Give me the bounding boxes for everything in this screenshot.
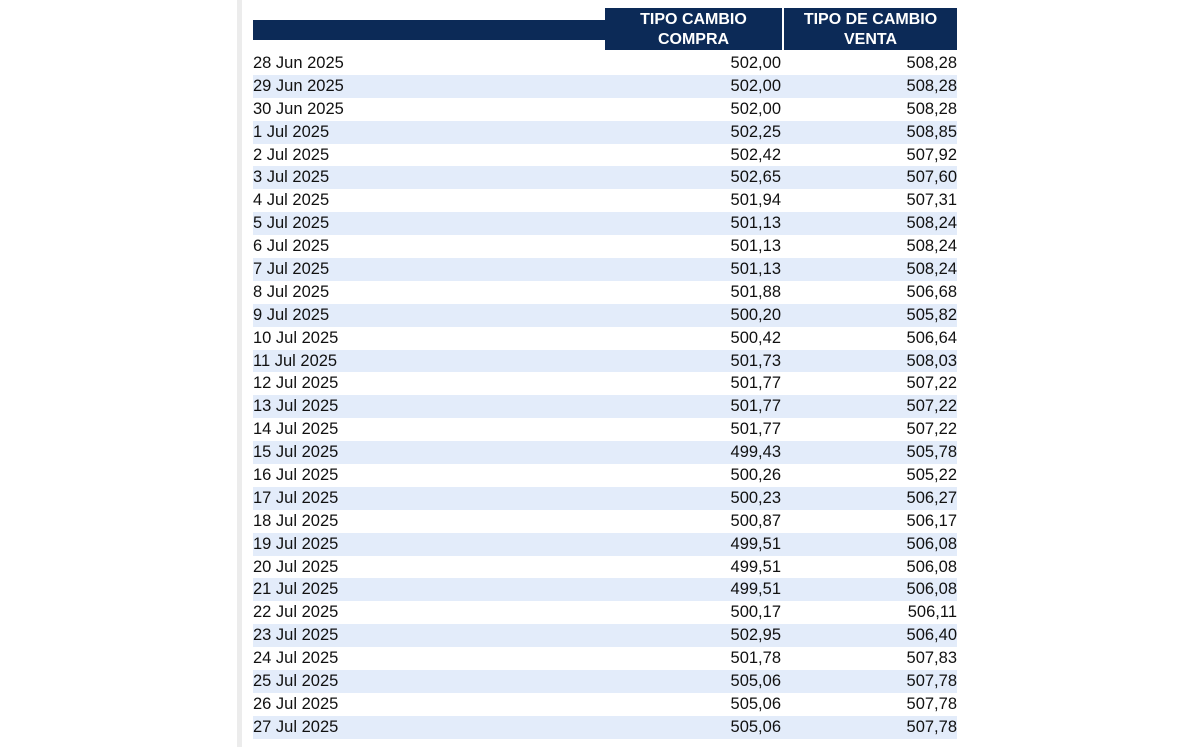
row-date: 27 Jul 2025 [253, 717, 339, 736]
table-row [253, 670, 957, 693]
row-venta-value: 506,08 [906, 534, 957, 553]
row-compra-value: 500,23 [730, 488, 781, 507]
row-compra-value: 499,51 [730, 557, 781, 576]
row-date: 13 Jul 2025 [253, 397, 339, 416]
table-row [253, 418, 957, 441]
row-compra-value: 505,06 [730, 694, 781, 713]
row-date: 29 Jun 2025 [253, 76, 344, 95]
row-venta-value: 507,83 [906, 649, 957, 668]
row-date: 3 Jul 2025 [253, 168, 330, 187]
row-compra-value: 499,51 [730, 580, 781, 599]
row-date: 22 Jul 2025 [253, 603, 339, 622]
row-venta-value: 508,85 [906, 122, 957, 141]
row-compra-value: 502,65 [730, 168, 781, 187]
table-row [253, 98, 957, 121]
row-date: 20 Jul 2025 [253, 557, 339, 576]
table-row [253, 235, 957, 258]
row-compra-value: 502,00 [730, 76, 781, 95]
column-header-venta [784, 8, 957, 50]
row-date: 24 Jul 2025 [253, 649, 339, 668]
table-row [253, 75, 957, 98]
row-venta-value: 507,92 [906, 145, 957, 164]
row-compra-value: 502,00 [730, 54, 781, 72]
header-bar-date [253, 20, 605, 40]
row-date: 15 Jul 2025 [253, 443, 339, 462]
row-venta-value: 507,31 [906, 191, 957, 210]
table-row [253, 647, 957, 670]
row-venta-value: 507,22 [906, 374, 957, 393]
row-venta-value: 508,24 [906, 214, 957, 233]
row-venta-value: 505,22 [906, 466, 957, 485]
table-row [253, 372, 957, 395]
row-compra-value: 501,94 [730, 191, 781, 210]
row-date: 30 Jun 2025 [253, 99, 344, 118]
row-venta-value: 507,22 [906, 420, 957, 439]
row-compra-value: 505,06 [730, 717, 781, 736]
table-row [253, 395, 957, 418]
row-date: 17 Jul 2025 [253, 488, 339, 507]
row-venta-value: 508,28 [906, 99, 957, 118]
row-venta-value: 507,60 [906, 168, 957, 187]
table-row [253, 258, 957, 281]
row-date: 11 Jul 2025 [253, 351, 338, 370]
table-row [253, 487, 957, 510]
row-venta-value: 506,08 [906, 557, 957, 576]
row-date: 16 Jul 2025 [253, 466, 339, 485]
table-row [253, 281, 957, 304]
row-date: 7 Jul 2025 [253, 260, 330, 279]
row-compra-value: 502,42 [730, 145, 781, 164]
row-venta-value: 505,78 [906, 443, 957, 462]
row-compra-value: 500,87 [730, 511, 781, 530]
row-date: 4 Jul 2025 [253, 191, 330, 210]
row-venta-value: 506,11 [907, 603, 957, 622]
row-date: 1 Jul 2025 [253, 122, 330, 141]
row-date: 26 Jul 2025 [253, 694, 339, 713]
table-row [253, 624, 957, 647]
row-date: 28 Jun 2025 [253, 54, 344, 72]
row-venta-value: 506,27 [906, 488, 957, 507]
row-compra-value: 501,88 [730, 282, 781, 301]
column-header-compra-line1: TIPO CAMBIO [640, 11, 747, 28]
row-compra-value: 502,25 [730, 122, 781, 141]
row-compra-value: 502,95 [730, 626, 781, 645]
table-row [253, 510, 957, 533]
table-row [253, 556, 957, 579]
row-venta-value: 508,03 [906, 351, 957, 370]
row-compra-value: 501,13 [730, 237, 781, 256]
row-compra-value: 502,00 [730, 99, 781, 118]
row-compra-value: 500,20 [730, 305, 781, 324]
row-venta-value: 507,22 [906, 397, 957, 416]
row-compra-value: 501,77 [730, 420, 781, 439]
table-row [253, 52, 957, 75]
table-row [253, 166, 957, 189]
row-venta-value: 508,28 [906, 76, 957, 95]
table-row [253, 578, 957, 601]
row-date: 12 Jul 2025 [253, 374, 339, 393]
row-venta-value: 508,24 [906, 260, 957, 279]
row-compra-value: 501,73 [730, 351, 781, 370]
column-header-venta-line1: TIPO DE CAMBIO [803, 11, 938, 28]
row-venta-value: 508,28 [906, 54, 957, 72]
table-row [253, 304, 957, 327]
table-row [253, 327, 957, 350]
table-row [253, 350, 957, 373]
row-compra-value: 501,78 [730, 649, 781, 668]
table-row [253, 464, 957, 487]
table-row [253, 601, 957, 624]
row-date: 5 Jul 2025 [253, 214, 330, 233]
row-venta-value: 506,64 [906, 328, 957, 347]
row-compra-value: 505,06 [730, 672, 781, 691]
table-row [253, 189, 957, 212]
row-venta-value: 506,08 [906, 580, 957, 599]
row-date: 23 Jul 2025 [253, 626, 339, 645]
row-date: 9 Jul 2025 [253, 305, 330, 324]
row-compra-value: 500,26 [730, 466, 781, 485]
row-venta-value: 507,78 [906, 694, 957, 713]
column-header-venta-line2: VENTA [843, 31, 898, 48]
row-venta-value: 506,17 [906, 511, 957, 530]
column-header-compra [605, 8, 782, 50]
row-venta-value: 506,40 [906, 626, 957, 645]
table-row [253, 533, 957, 556]
row-venta-value: 507,78 [906, 717, 957, 736]
row-date: 2 Jul 2025 [253, 145, 330, 164]
row-compra-value: 500,17 [730, 603, 781, 622]
row-compra-value: 499,43 [730, 443, 781, 462]
row-compra-value: 499,51 [730, 534, 781, 553]
table-row [253, 441, 957, 464]
table-row [253, 716, 957, 739]
row-compra-value: 500,42 [730, 328, 781, 347]
row-date: 19 Jul 2025 [253, 534, 339, 553]
table-row [253, 693, 957, 716]
row-compra-value: 501,77 [730, 374, 781, 393]
row-date: 14 Jul 2025 [253, 420, 339, 439]
row-date: 25 Jul 2025 [253, 672, 339, 691]
row-date: 10 Jul 2025 [253, 328, 339, 347]
row-date: 8 Jul 2025 [253, 282, 330, 301]
row-venta-value: 507,78 [906, 672, 957, 691]
table-row [253, 144, 957, 167]
column-header-compra-line2: COMPRA [657, 31, 730, 48]
table-row [253, 212, 957, 235]
row-compra-value: 501,77 [730, 397, 781, 416]
row-date: 6 Jul 2025 [253, 237, 330, 256]
table-row [253, 121, 957, 144]
row-venta-value: 508,24 [906, 237, 957, 256]
exchange-rate-table [253, 52, 957, 739]
row-compra-value: 501,13 [730, 260, 781, 279]
row-date: 21 Jul 2025 [253, 580, 339, 599]
row-compra-value: 501,13 [730, 214, 781, 233]
row-venta-value: 506,68 [906, 282, 957, 301]
row-venta-value: 505,82 [906, 305, 957, 324]
row-date: 18 Jul 2025 [253, 511, 339, 530]
